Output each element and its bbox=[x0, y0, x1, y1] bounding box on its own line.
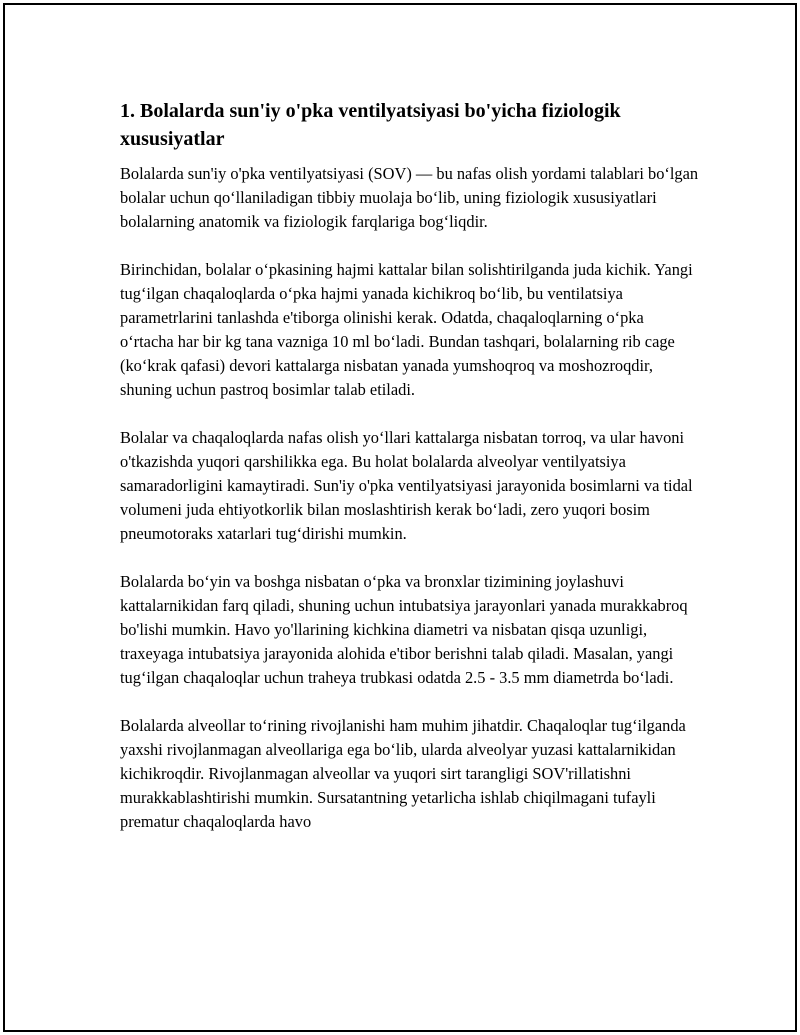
page-frame bbox=[3, 3, 797, 1032]
paragraph-intro: Bolalarda sun'iy o'pka ventilyatsiyasi (SOV) — bu nafas olish yordami talablari bo‘lgan bolalar uchun qo‘llaniladigan tibbiy muolaja bo‘lib, uning fiziologik xususiyatlari bolalarning anatomik va fiziologik farqlariga bog‘liqdir. bbox=[120, 164, 699, 231]
paragraph-airways: Bolalar va chaqaloqlarda nafas olish yo‘llari kattalarga nisbatan torroq, va ular havoni o'tkazishda yuqori qarshilikka ega. Bu holat bolalarda alveolyar ventilyatsiya samaradorligini kamaytiradi. Sun'iy o'pka ventilyatsiyasi jarayonida bosimlarni va tidal volumeni juda ehtiyotkorlik bilan moslashtirish kerak bo‘ladi, zero yuqori bosim pneumotoraks xatarlari tug‘dirishi mumkin. bbox=[120, 428, 693, 543]
document-title: 1. Bolalarda sun'iy o'pka ventilyatsiyasi bo'yicha fiziologik xususiyatlar bbox=[120, 100, 621, 150]
paragraph-alveoli: Bolalarda alveollar to‘rining rivojlanishi ham muhim jihatdir. Chaqaloqlar tug‘ilganda yaxshi rivojlanmagan alveollariga ega bo‘lib, ularda alveolyar yuzasi kattalarnikidan kichikroqdir. Rivojlanmagan alveollar va yuqori sirt tarangligi SOV'rillatishni murakkablashtirishi mumkin. Sursatantning yetarlicha ishlab chiqilmagani tufayli prematur chaqaloqlarda havo bbox=[120, 716, 686, 831]
paragraph-lung-volume: Birinchidan, bolalar o‘pkasining hajmi kattalar bilan solishtirilganda juda kichik. Yangi tug‘ilgan chaqaloqlarda o‘pka hajmi yanada kichikroq bo‘lib, bu ventilatsiya parametrlarini tanlashda e'tiborga olinishi kerak. Odatda, chaqaloqlarning o‘pka o‘rtacha har bir kg tana vazniga 10 ml bo‘ladi. Bundan tashqari, bolalarning rib cage (ko‘krak qafasi) devori kattalarga nisbatan yanada yumshoqroq va moshozroqdir, shuning uchun pastroq bosimlar talab etiladi. bbox=[120, 260, 693, 399]
document-body bbox=[120, 97, 700, 858]
paragraph-intubation: Bolalarda bo‘yin va boshga nisbatan o‘pka va bronxlar tizimining joylashuvi kattalarnikidan farq qiladi, shuning uchun intubatsiya jarayonlari yanada murakkabroq bo'lishi mumkin. Havo yo'llarining kichkina diametri va nisbatan qisqa uzunligi, traxeyaga intubatsiya jarayonida alohida e'tibor berishni talab qiladi. Masalan, yangi tug‘ilgan chaqaloqlar uchun traheya trubkasi odatda 2.5 - 3.5 mm diametrda bo‘ladi. bbox=[120, 572, 688, 687]
